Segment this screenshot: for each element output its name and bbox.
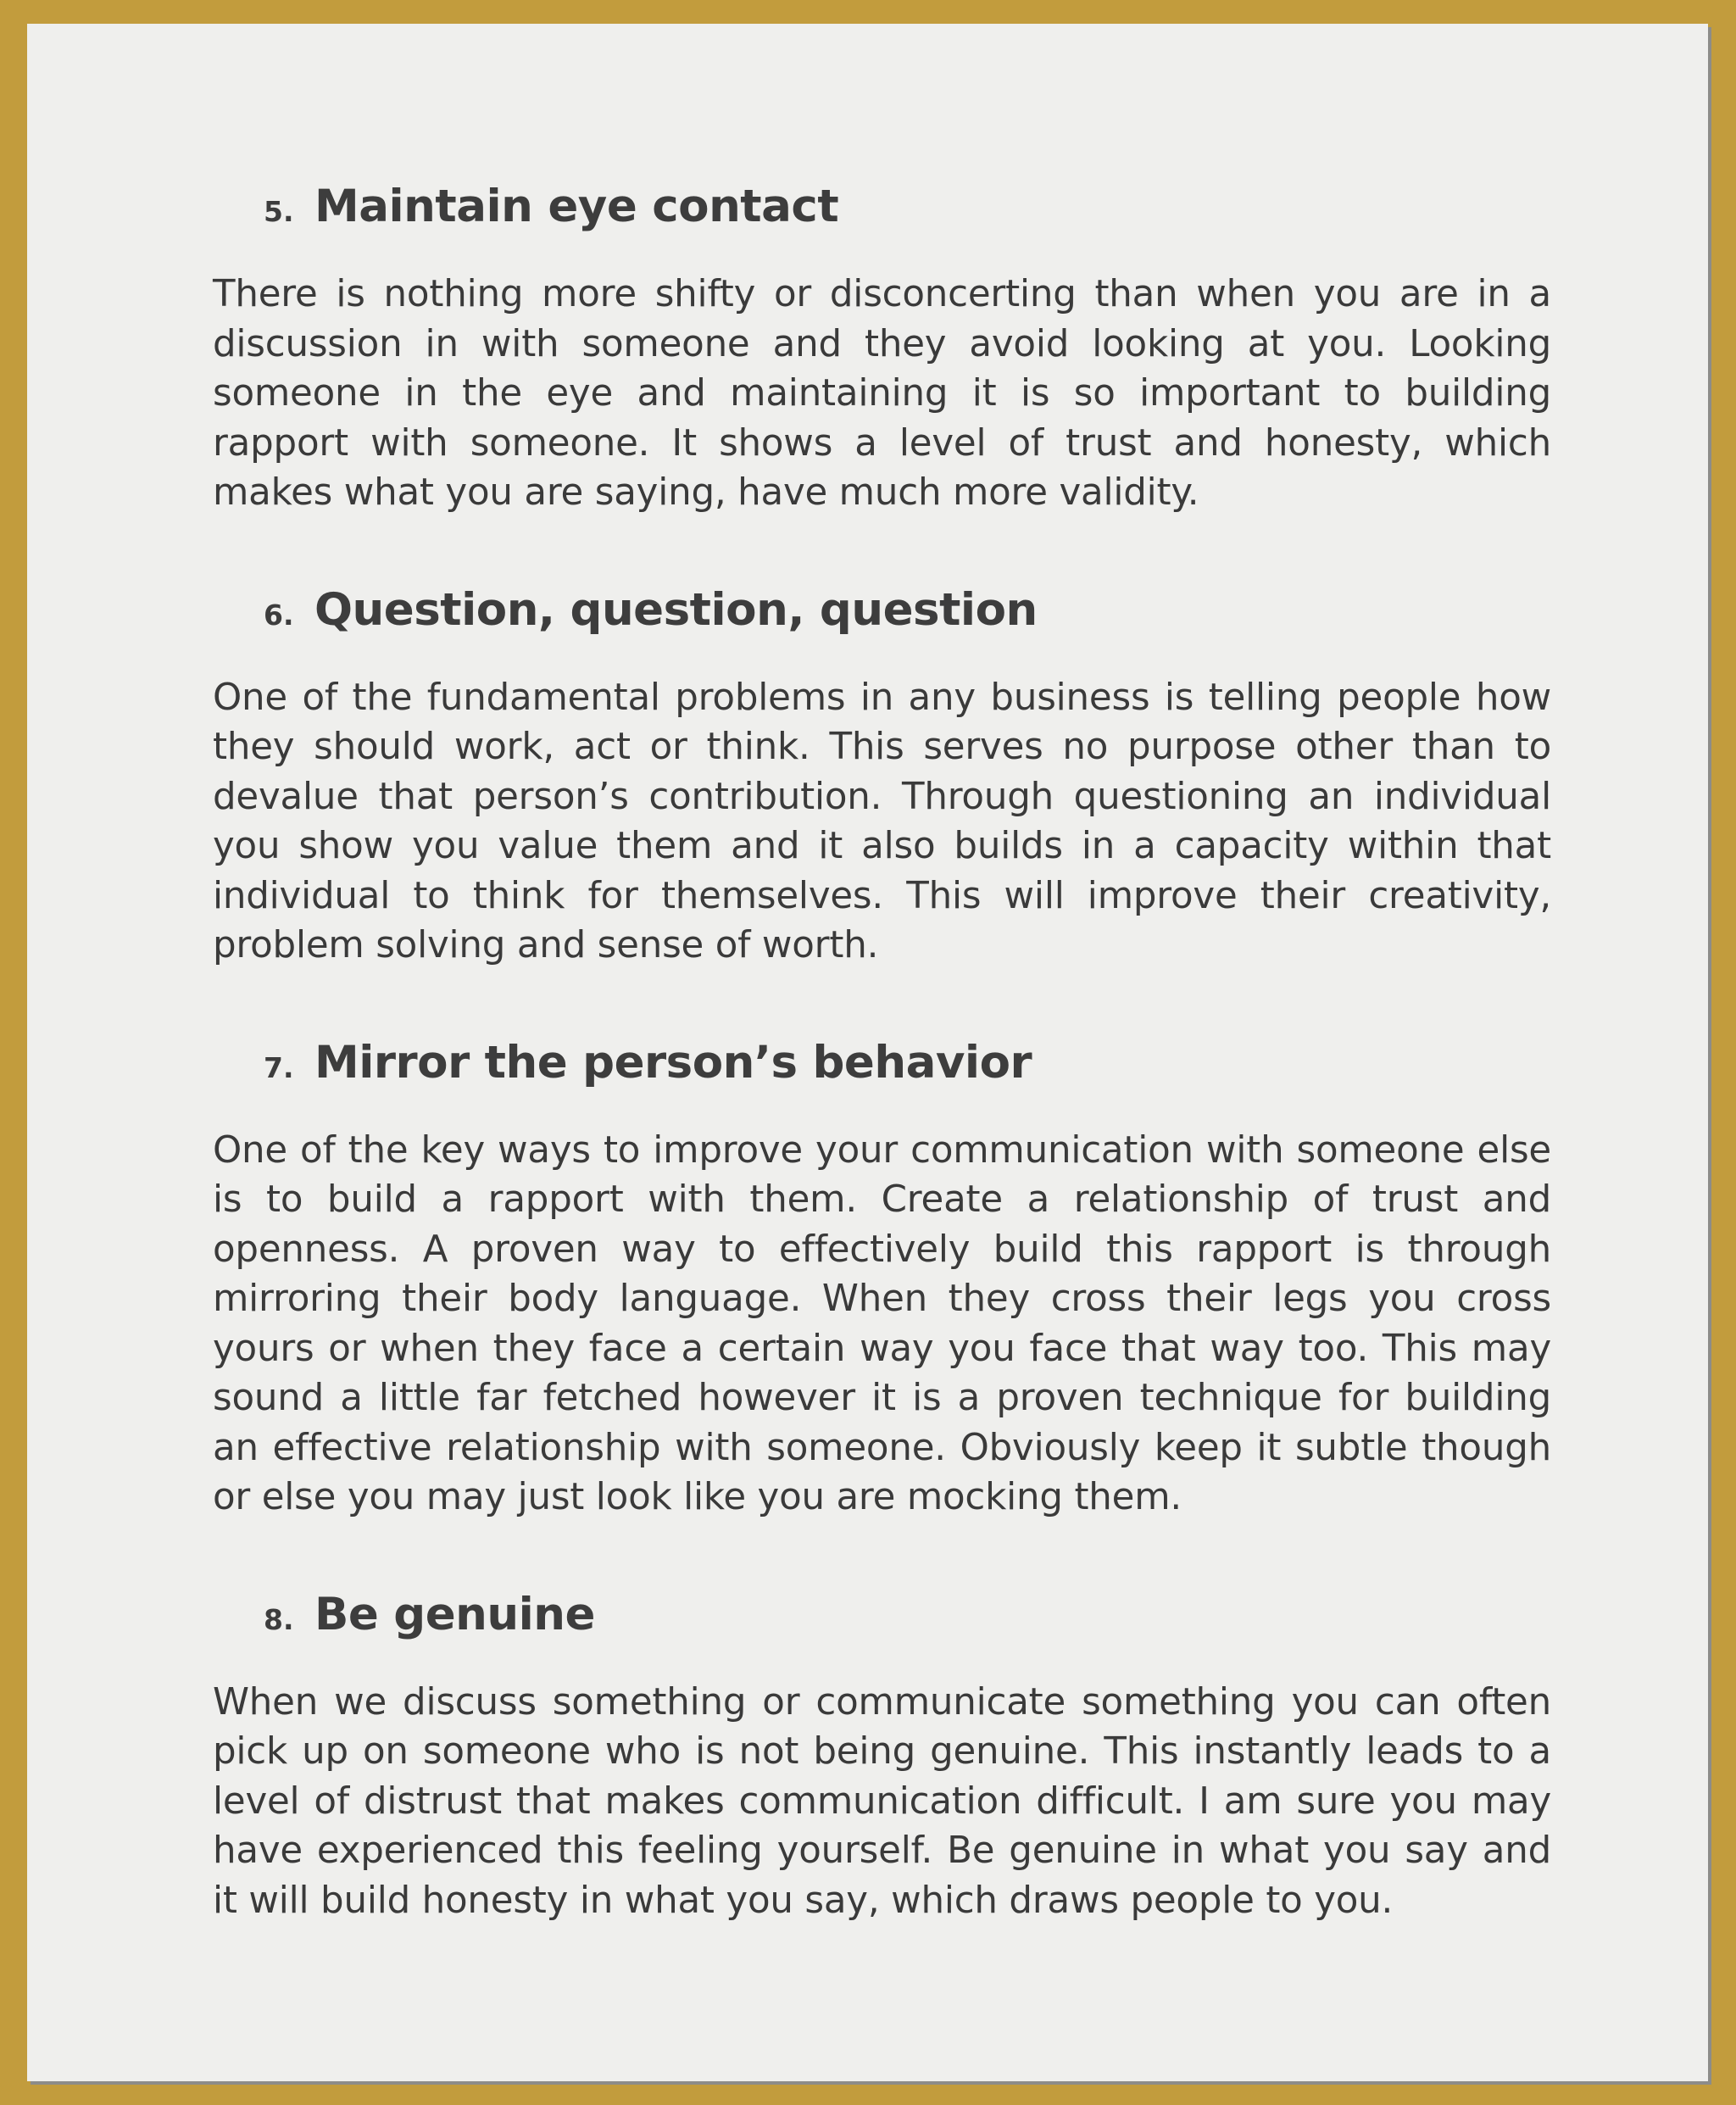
document-page [27,24,1708,2081]
section-number: 7. [264,1050,294,1084]
section-title: Maintain eye contact [314,181,839,232]
section-question [213,584,1551,971]
section-body: When we discuss something or communicate something you can often pick up on someone who is not being genuine. This instantly leads to a level of distrust that makes communication difficult. I am sure you may have experienced this feeling yourself. Be genuine in what you say and it will build honesty in what you say, which draws people to you. [213,1680,1551,1922]
section-body: There is nothing more shifty or disconcerting than when you are in a discussion in with someone and they avoid looking at you. Looking someone in the eye and maintaining it is so important to building rapport with someone. It shows a level of trust and honesty, which makes what you are saying, have much more validity. [213,273,1551,514]
section-body: One of the fundamental problems in any business is telling people how they should work, act or think. This serves no purpose other than to devalue that person’s contribution. Through questioning an individual you show you value them and it also builds in a capacity within that individual to think for themselves. This will improve their creativity, problem solving and sense of worth. [213,676,1551,966]
section-number: 6. [264,598,294,632]
section-title: Question, question, question [314,583,1038,636]
section-title: Mirror the person’s behavior [314,1036,1032,1089]
section-heading [213,181,1551,232]
section-number: 8. [264,1602,294,1636]
section-title: Be genuine [314,1588,595,1640]
section-heading [213,584,1551,636]
section-number: 5. [264,195,294,228]
section-mirror-behavior [213,1037,1551,1523]
section-be-genuine [213,1589,1551,1926]
section-heading [213,1037,1551,1089]
section-maintain-eye-contact [213,181,1551,518]
section-body: One of the key ways to improve your communication with someone else is to build a rapport with them. Create a relationship of trust and openness. A proven way to effectively build this rapport is through mirroring their body language. When they cross their legs you cross yours or when they face a certain way you face that way too. This may sound a little far fetched however it is a proven technique for building an effective relationship with someone. Obviously keep it subtle though or else you may just look like you are mocking them. [213,1128,1551,1518]
page-content [213,181,1551,1991]
section-heading [213,1589,1551,1640]
